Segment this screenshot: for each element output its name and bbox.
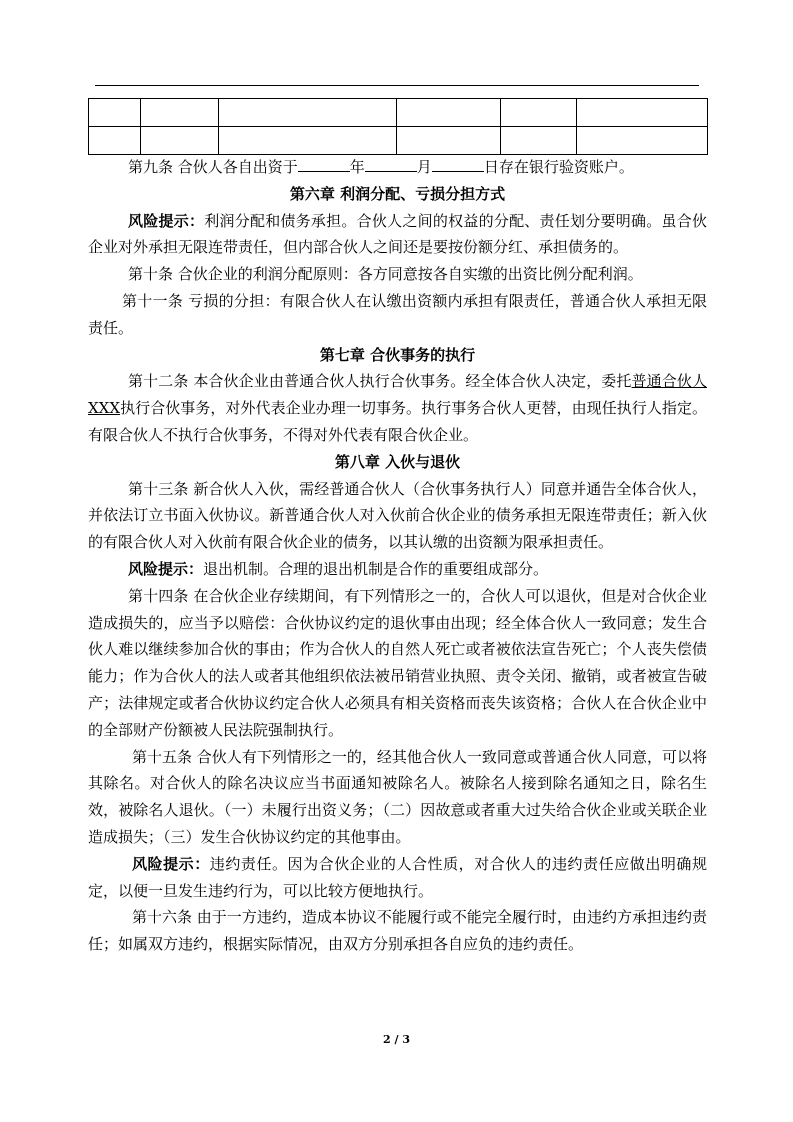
risk-label: 风险提示：: [132, 854, 210, 873]
table-cell: [577, 99, 708, 127]
risk-text: 利润分配和债务承担。合伙人之间的权益的分配、责任划分要明确。虽合伙企业对外承担无限连带责任，但内部合伙人之间还是要按份额分红、承担债务的。: [88, 211, 707, 257]
article-9-text-a: 第九条 合伙人各自出资于: [128, 158, 298, 176]
article-14: 第十四条 在合伙企业存续期间，有下列情形之一的，合伙人可以退伙，但是对合伙企业造成损失的，应当予以赔偿：合伙协议约定的退伙事由出现；经全体合伙人一致同意；发生合伙人难以继续参加合伙的事由；作为合伙人的自然人死亡或者被依法宣告死亡；个人丧失偿债能力；作为合伙人的法人或者其他组织依法被吊销营业执照、责令关闭、撤销，或者被宣告破产；法律规定或者合伙协议约定合伙人必须具有相关资格而丧失该资格；合伙人在合伙企业中的全部财产份额被人民法院强制执行。: [88, 586, 707, 739]
article-12-text-a: 第十二条 本合伙企业由普通合伙人执行合伙事务。经全体合伙人决定，委托: [128, 372, 632, 391]
table-cell: [89, 99, 141, 127]
table-cell: [501, 99, 577, 127]
risk-note-2: [88, 556, 707, 583]
header-rule: [95, 85, 699, 86]
article-12: [88, 368, 707, 448]
table-cell: [141, 127, 219, 155]
table-cell: [577, 127, 708, 155]
page-number: 2 / 3: [383, 1033, 410, 1046]
article-9: [88, 154, 707, 181]
table-cell: [89, 127, 141, 155]
article-16: 第十六条 由于一方违约，造成本协议不能履行或不能完全履行时，由违约方承担违约责任；如属双方违约，根据实际情况，由双方分别承担各自应负的违约责任。: [88, 908, 707, 954]
table-cell: [219, 99, 397, 127]
blank-day: [432, 157, 484, 172]
chapter-6-title: 第六章 利润分配、亏损分担方式: [289, 184, 506, 203]
table-row: [89, 99, 708, 127]
risk-text: 违约责任。因为合伙企业的人合性质，对合伙人的违约责任应做出明确规定，以便一旦发生违约行为，可以比较方便地执行。: [88, 854, 707, 900]
risk-note-3: [88, 851, 707, 905]
blank-month: [365, 157, 417, 172]
document-body: [88, 154, 707, 958]
article-9-text-b: 日存在银行验资账户。: [483, 158, 634, 176]
blank-year: [298, 157, 350, 172]
executing-partner-underlined: 普通合伙人 XXX: [88, 372, 707, 418]
table-cell: [397, 99, 501, 127]
article-10: 第十条 合伙企业的利润分配原则：各方同意按各自实缴的出资比例分配利润。: [128, 265, 643, 284]
table-cell: [397, 127, 501, 155]
article-9-year: 年: [349, 158, 365, 176]
article-13: 第十三条 新合伙人入伙，需经普通合伙人（合伙事务执行人）同意并通告全体合伙人，并依法订立书面入伙协议。新普通合伙人对入伙前合伙企业的债务承担无限连带责任；新入伙的有限合伙人对入伙前有限合伙企业的债务，以其认缴的出资额为限承担责任。: [88, 479, 707, 552]
contribution-table: [88, 98, 708, 155]
table-row: [89, 127, 708, 155]
article-15: 第十五条 合伙人有下列情形之一的，经其他合伙人一致同意或普通合伙人同意，可以将其除名。对合伙人的除名决议应当书面通知被除名人。被除名人接到除名通知之日，除名生效，被除名人退伙。（一）未履行出资义务；（二）因故意或者重大过失给合伙企业或关联企业造成损失；（三）发生合伙协议约定的其他事由。: [88, 747, 707, 846]
article-12-text-b: 执行合伙事务，对外代表企业办理一切事务。执行事务合伙人更替，由现任执行人指定。有限合伙人不执行合伙事务，不得对外代表有限合伙企业。: [88, 399, 707, 444]
article-9-month: 月: [416, 158, 432, 176]
risk-label: 风险提示：: [128, 211, 205, 230]
risk-text: 退出机制。合理的退出机制是合作的重要组成部分。: [203, 559, 549, 578]
chapter-8-title: 第八章 入伙与退伙: [334, 452, 461, 471]
chapter-7-title: 第七章 合伙事务的执行: [319, 345, 476, 364]
table-cell: [141, 99, 219, 127]
risk-label: 风险提示：: [128, 559, 204, 578]
article-11: 第十一条 亏损的分担：有限合伙人在认缴出资额内承担有限责任，普通合伙人承担无限责任。: [88, 291, 707, 337]
table-cell: [219, 127, 397, 155]
risk-note-1: [88, 208, 707, 262]
table-cell: [501, 127, 577, 155]
